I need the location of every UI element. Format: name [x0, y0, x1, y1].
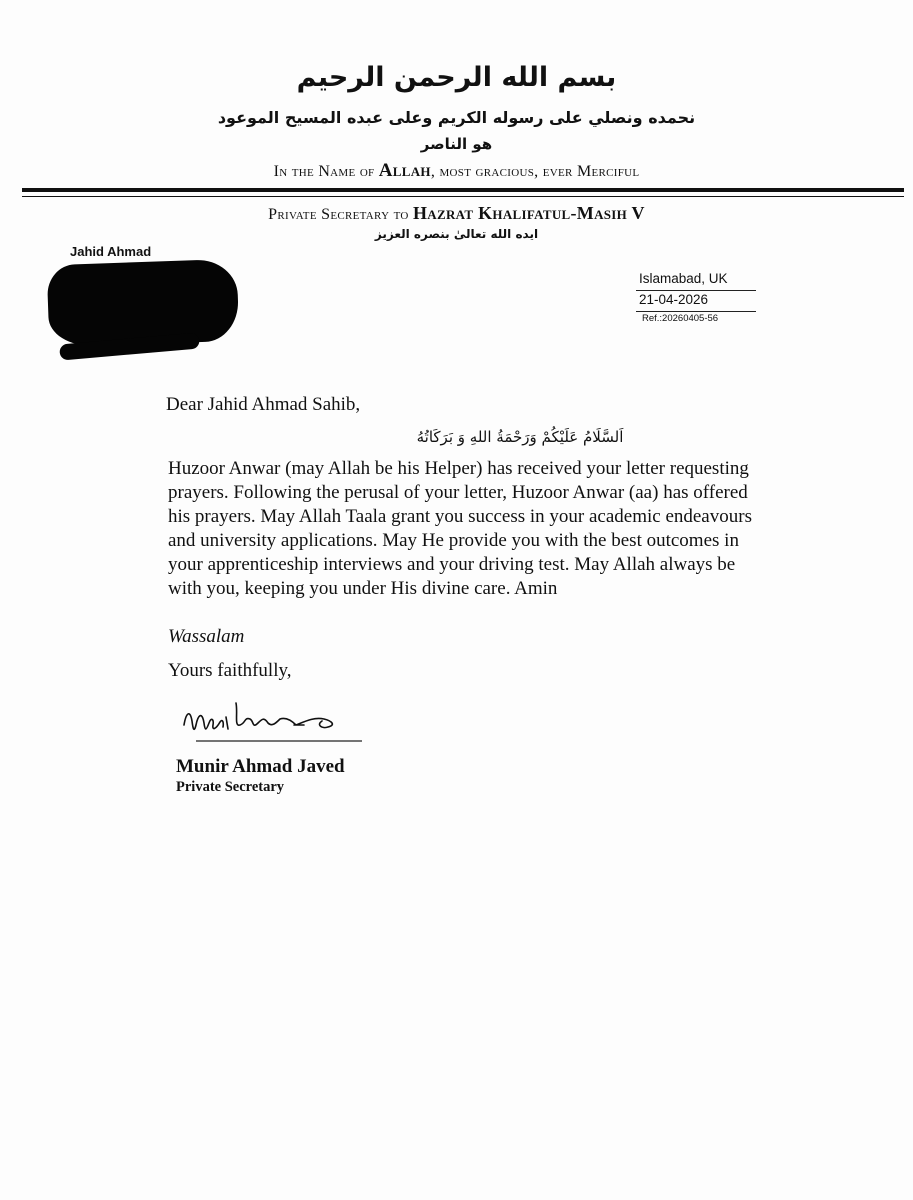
wassalam: Wassalam	[168, 626, 245, 647]
place-text: Islamabad, UK	[639, 271, 728, 286]
header-divider-thin	[22, 196, 904, 197]
ps-line-prefix: Private Secretary to	[268, 206, 413, 223]
name-of-allah-line	[0, 160, 913, 182]
date-block	[636, 271, 756, 324]
name-line-suffix: , most gracious, ever Merciful	[430, 163, 640, 180]
salaam-line: اَلسَّلَامُ عَلَيْكُمْ وَرَحْمَةُ اللهِ وَ بَرَكَاتُهُ	[416, 428, 624, 446]
header-divider-thick	[22, 188, 904, 192]
naumadu-line: نحمده ونصلي على رسوله الكريم وعلى عبده المسيح الموعود	[217, 108, 696, 127]
redacted-address	[47, 259, 240, 348]
place-underline	[636, 290, 756, 291]
sign-off: Yours faithfully,	[168, 660, 292, 681]
private-secretary-heading	[0, 203, 913, 224]
ayyadahu-line: ايده الله تعالىٰ بنصره العزيز	[374, 227, 539, 241]
recipient-name: Jahid Ahmad	[70, 244, 152, 259]
name-line-allah: Allah	[378, 160, 431, 181]
letter-body: Huzoor Anwar (may Allah be his Helper) has received your letter requesting prayers. Following the perusal of your letter, Huzoor Anwar (aa) has offered his prayers. May Allah Taala grant you success in your academic endeavours and university applications. May He provide you with the best outcomes in your apprenticeship interviews and your driving test. May Allah always be with you, keeping you under His divine care. Amin	[168, 458, 752, 599]
signatory-name: Munir Ahmad Javed	[176, 756, 345, 777]
signatory-title: Private Secretary	[176, 779, 285, 795]
date-text: 21-04-2026	[639, 292, 709, 307]
name-line-prefix: In the Name of	[273, 163, 379, 180]
date-underline	[636, 311, 756, 312]
huwan-nasir-line: هو الناصر	[420, 135, 493, 153]
ps-line-title: Hazrat Khalifatul-Masih V	[412, 203, 645, 223]
bismillah-heading: بسم الله الرحمن الرحيم	[296, 62, 617, 93]
reference-number: Ref.:20260405-56	[642, 313, 719, 324]
handwritten-signature	[176, 695, 366, 750]
salutation: Dear Jahid Ahmad Sahib,	[166, 394, 361, 415]
